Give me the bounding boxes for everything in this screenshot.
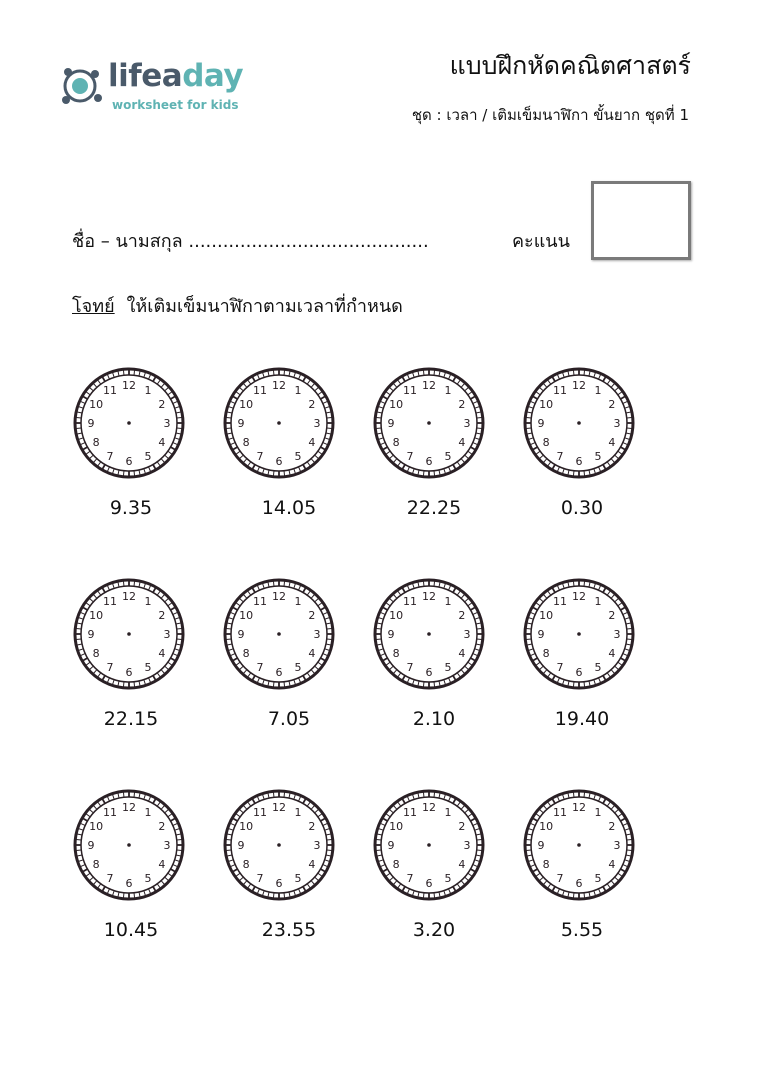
clock-numeral: 5: [294, 660, 302, 674]
clock-numeral: 9: [87, 628, 95, 641]
clock-face[interactable]: [522, 788, 636, 902]
clock-numeral: 10: [539, 609, 554, 622]
clock-numeral: 2: [458, 820, 466, 833]
time-label: 0.30: [560, 497, 604, 519]
clock-numeral: 5: [294, 449, 302, 463]
clock-numeral: 11: [103, 806, 117, 820]
clock-numeral: 11: [403, 595, 417, 609]
clock-face[interactable]: [372, 788, 486, 902]
clock-numeral: 1: [144, 595, 152, 609]
clock-numeral: 3: [613, 839, 621, 852]
clock-numeral: 5: [144, 449, 152, 463]
clock-numeral: 12: [272, 590, 286, 603]
clock-numeral: 8: [392, 858, 400, 871]
clock-numeral: 7: [556, 449, 564, 463]
clock-numeral: 10: [539, 820, 554, 833]
clock-numeral: 4: [608, 647, 616, 660]
clock-numeral: 7: [406, 660, 414, 674]
clock-numeral: 1: [594, 595, 602, 609]
clock-numeral: 9: [387, 839, 395, 852]
clock-numeral: 6: [575, 666, 583, 679]
clock-numeral: 11: [253, 806, 267, 820]
clock-numeral: 12: [422, 379, 436, 392]
clock-numeral: 8: [392, 436, 400, 449]
clock-numeral: 6: [425, 877, 433, 890]
clock-numeral: 2: [608, 398, 616, 411]
clock-numeral: 5: [594, 660, 602, 674]
clock-face[interactable]: [522, 577, 636, 691]
clock-numeral: 4: [308, 436, 316, 449]
clock-face[interactable]: [522, 366, 636, 480]
clock-numeral: 8: [242, 436, 250, 449]
clock-numeral: 4: [458, 647, 466, 660]
clock-numeral: 4: [158, 647, 166, 660]
clock-numeral: 6: [425, 666, 433, 679]
clock-numeral: 5: [594, 871, 602, 885]
clock-numeral: 6: [125, 666, 133, 679]
instruction: [72, 291, 403, 320]
clock-face[interactable]: [72, 366, 186, 480]
instruction-label: โจทย์: [72, 296, 115, 317]
clock-numeral: 5: [444, 660, 452, 674]
clock-numeral: 3: [163, 417, 171, 430]
clock-numeral: 11: [403, 384, 417, 398]
time-label: 10.45: [103, 919, 159, 941]
clock-numeral: 6: [275, 666, 283, 679]
clock-face[interactable]: [372, 577, 486, 691]
clock-numeral: 12: [122, 801, 136, 814]
clock-numeral: 3: [313, 417, 321, 430]
clock-face[interactable]: [222, 788, 336, 902]
time-label: 22.15: [103, 708, 159, 730]
clock-numeral: 3: [163, 628, 171, 641]
time-label: 23.55: [261, 919, 317, 941]
instruction-text: ให้เติมเข็มนาฬิกาตามเวลาที่กำหนด: [126, 296, 403, 317]
clock-numeral: 12: [422, 801, 436, 814]
clock-numeral: 9: [387, 628, 395, 641]
clock-numeral: 7: [556, 871, 564, 885]
clock-numeral: 2: [458, 398, 466, 411]
clock-numeral: 7: [556, 660, 564, 674]
clock-numeral: 2: [458, 609, 466, 622]
clock-numeral: 7: [256, 871, 264, 885]
clock-numeral: 12: [572, 801, 586, 814]
clock-numeral: 10: [89, 820, 104, 833]
clock-numeral: 11: [253, 384, 267, 398]
clock-numeral: 1: [144, 806, 152, 820]
clock-numeral: 8: [92, 436, 100, 449]
clock-numeral: 2: [608, 609, 616, 622]
clock-numeral: 9: [387, 417, 395, 430]
score-label: คะแนน: [512, 231, 570, 252]
clock-numeral: 8: [92, 858, 100, 871]
clock-numeral: 3: [163, 839, 171, 852]
clock-numeral: 9: [237, 417, 245, 430]
clock-numeral: 6: [275, 455, 283, 468]
clock-numeral: 1: [144, 384, 152, 398]
clock-numeral: 5: [444, 871, 452, 885]
clock-numeral: 3: [463, 417, 471, 430]
clock-numeral: 6: [575, 455, 583, 468]
time-label: 7.05: [267, 708, 311, 730]
clock-numeral: 6: [275, 877, 283, 890]
clock-numeral: 12: [572, 379, 586, 392]
clock-numeral: 7: [106, 871, 114, 885]
clock-numeral: 2: [158, 398, 166, 411]
clock-numeral: 1: [444, 806, 452, 820]
name-field-label: ชื่อ – นามสกุล ..........................................: [72, 231, 429, 252]
time-label: 19.40: [554, 708, 610, 730]
clock-numeral: 4: [608, 858, 616, 871]
time-label: 14.05: [261, 497, 317, 519]
clock-numeral: 11: [103, 384, 117, 398]
clock-numeral: 11: [103, 595, 117, 609]
clock-face[interactable]: [222, 366, 336, 480]
clock-numeral: 4: [458, 858, 466, 871]
clock-numeral: 10: [239, 398, 254, 411]
clock-numeral: 8: [392, 647, 400, 660]
logo: [58, 60, 248, 116]
clock-numeral: 1: [294, 806, 302, 820]
time-label: 3.20: [412, 919, 456, 941]
clock-numeral: 11: [403, 806, 417, 820]
clock-numeral: 2: [158, 820, 166, 833]
score-box: [591, 181, 691, 260]
clock-numeral: 5: [444, 449, 452, 463]
clock-numeral: 12: [122, 590, 136, 603]
clock-numeral: 1: [444, 384, 452, 398]
clock-numeral: 8: [92, 647, 100, 660]
clock-numeral: 1: [594, 384, 602, 398]
clock-numeral: 12: [422, 590, 436, 603]
clock-numeral: 10: [239, 609, 254, 622]
clock-face[interactable]: [372, 366, 486, 480]
clock-numeral: 8: [242, 647, 250, 660]
clock-numeral: 8: [242, 858, 250, 871]
logo-wordmark: lifeaday: [108, 58, 244, 94]
time-label: 5.55: [560, 919, 604, 941]
clock-numeral: 5: [594, 449, 602, 463]
clock-numeral: 3: [313, 839, 321, 852]
clock-numeral: 9: [537, 628, 545, 641]
clock-numeral: 12: [272, 379, 286, 392]
clock-numeral: 8: [542, 858, 550, 871]
clock-numeral: 2: [308, 609, 316, 622]
clock-numeral: 11: [553, 595, 567, 609]
clock-numeral: 6: [425, 455, 433, 468]
clock-numeral: 8: [542, 436, 550, 449]
time-label: 9.35: [109, 497, 153, 519]
clock-numeral: 3: [463, 839, 471, 852]
clock-numeral: 2: [308, 398, 316, 411]
clock-numeral: 4: [608, 436, 616, 449]
clock-numeral: 5: [144, 660, 152, 674]
clock-face[interactable]: [72, 577, 186, 691]
clock-numeral: 10: [389, 398, 404, 411]
clock-numeral: 4: [308, 647, 316, 660]
clock-numeral: 6: [125, 455, 133, 468]
time-label: 2.10: [412, 708, 456, 730]
clock-numeral: 7: [256, 449, 264, 463]
clock-numeral: 6: [125, 877, 133, 890]
clock-numeral: 5: [144, 871, 152, 885]
clock-numeral: 10: [389, 609, 404, 622]
clock-numeral: 5: [294, 871, 302, 885]
clock-numeral: 7: [106, 660, 114, 674]
clock-numeral: 2: [158, 609, 166, 622]
clock-numeral: 9: [87, 417, 95, 430]
clock-numeral: 2: [308, 820, 316, 833]
clock-numeral: 10: [89, 609, 104, 622]
clock-numeral: 10: [389, 820, 404, 833]
clock-numeral: 11: [553, 384, 567, 398]
clock-face[interactable]: [222, 577, 336, 691]
clock-numeral: 10: [239, 820, 254, 833]
clock-numeral: 1: [594, 806, 602, 820]
clock-numeral: 7: [256, 660, 264, 674]
clock-numeral: 7: [406, 449, 414, 463]
clock-numeral: 3: [313, 628, 321, 641]
clock-numeral: 9: [87, 839, 95, 852]
clock-numeral: 6: [575, 877, 583, 890]
clock-numeral: 1: [294, 595, 302, 609]
clock-numeral: 1: [444, 595, 452, 609]
clock-numeral: 12: [122, 379, 136, 392]
clock-face[interactable]: [72, 788, 186, 902]
clock-numeral: 4: [158, 858, 166, 871]
worksheet-subtitle: ชุด : เวลา / เติมเข็มนาฬิกา ขั้นยาก ชุดที่ 1: [411, 106, 689, 124]
worksheet-title: แบบฝึกหัดคณิตศาสตร์: [449, 51, 691, 80]
clock-numeral: 1: [294, 384, 302, 398]
clock-numeral: 7: [106, 449, 114, 463]
clock-numeral: 12: [572, 590, 586, 603]
clock-numeral: 10: [89, 398, 104, 411]
clock-numeral: 3: [613, 628, 621, 641]
clock-numeral: 3: [463, 628, 471, 641]
clock-numeral: 10: [539, 398, 554, 411]
time-label: 22.25: [406, 497, 462, 519]
lifeaday-logo-icon: [58, 62, 106, 110]
clock-numeral: 11: [253, 595, 267, 609]
clock-numeral: 8: [542, 647, 550, 660]
clock-numeral: 9: [237, 839, 245, 852]
clock-numeral: 9: [537, 839, 545, 852]
clock-numeral: 4: [308, 858, 316, 871]
clock-numeral: 11: [553, 806, 567, 820]
clock-numeral: 9: [237, 628, 245, 641]
clock-numeral: 4: [458, 436, 466, 449]
clock-numeral: 3: [613, 417, 621, 430]
clock-numeral: 4: [158, 436, 166, 449]
clock-numeral: 9: [537, 417, 545, 430]
clock-numeral: 7: [406, 871, 414, 885]
logo-tagline: worksheet for kids: [112, 98, 239, 112]
clock-numeral: 2: [608, 820, 616, 833]
clock-numeral: 12: [272, 801, 286, 814]
